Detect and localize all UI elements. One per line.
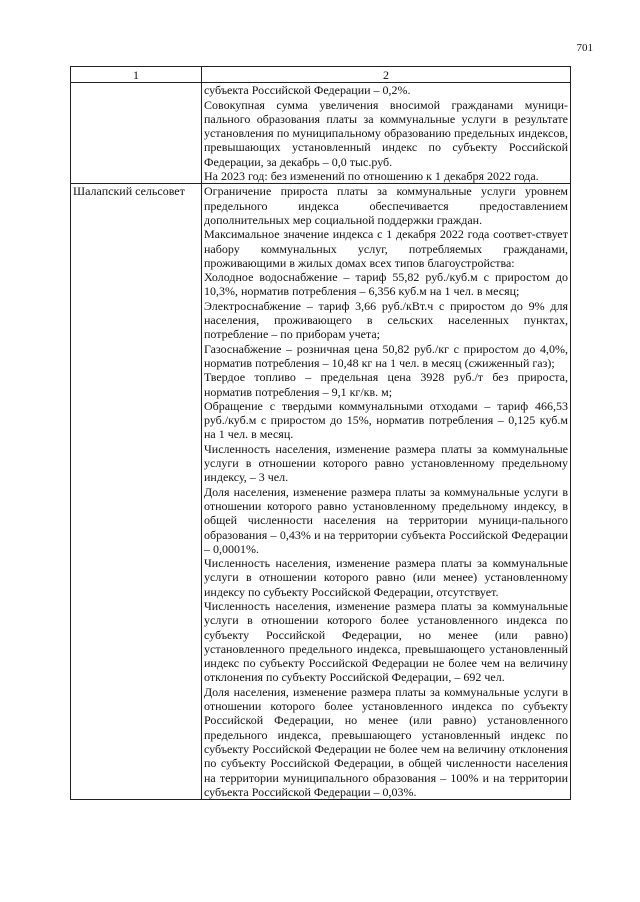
paragraph: Численность населения, изменение размера платы за коммунальные услуги в отношении которого равно установленному предельному индексу, – 3 чел. — [204, 441, 568, 485]
content-cell — [202, 83, 571, 184]
paragraph: Ограничение прироста платы за коммунальные услуги уровнем предельного индекса обеспечивается предоставлением дополнительных мер социальной поддержки граждан. — [204, 184, 568, 227]
content-cell — [202, 184, 571, 800]
paragraph: Численность населения, изменение размера платы за коммунальные услуги в отношении которого равно (или менее) установленному индексу по субъекту Российской Федерации, отсутствует. — [204, 556, 568, 599]
table-header-row — [71, 67, 571, 83]
column-header-1: 1 — [71, 67, 202, 83]
region-cell — [71, 83, 202, 184]
page-number: 701 — [576, 42, 593, 54]
paragraph: Доля населения, изменение размера платы за коммунальные услуги в отношении которого более установленного индекса по субъекту Российской Федерации, но менее (или равно) установленного предельного индекса, превышающего установленный индекс по субъекту Российской Федерации не более чем на величину отклонения по субъекту Российской Федерации, в общей численности населения на территории муниципального образования – 100% и на территории субъекта Российской Федерации – 0,03%. — [204, 684, 568, 799]
column-header-2: 2 — [202, 67, 571, 83]
table-row — [71, 83, 571, 184]
paragraph: Численность населения, изменение размера платы за коммунальные услуги в отношении которого более установленного индекса по субъекту Российской Федерации, но менее (или равно) установленного предельного индекса, превышающего установленный индекс по субъекту Российской Федерации не более чем на величину отклонения по субъекту Российской Федерации, – 692 чел. — [204, 598, 568, 685]
paragraph: На 2023 год: без изменений по отношению к 1 декабря 2022 года. — [204, 169, 539, 184]
table-row — [71, 184, 571, 800]
paragraph: Совокупная сумма увеличения вносимой гражданами муници-пального образования платы за коммунальные услуги в результате установления по муниципальному образованию предельных индексов, превышающих установленный индекс по субъекту Российской Федерации, за декабрь – 0,0 тыс.руб. — [204, 97, 568, 169]
paragraph: Доля населения, изменение размера платы за коммунальные услуги в отношении которого равно установленному предельному индексу, в общей численности населения на территории муници-пального образования – 0,43% и на территории субъекта Российской Федерации – 0,0001%. — [204, 484, 568, 556]
paragraph: Обращение с твердыми коммунальными отходами – тариф 466,53 руб./куб.м с приростом до 15%, норматив потребления – 0,125 куб.м на 1 чел. в месяц. — [204, 398, 568, 442]
paragraph: Газоснабжение – розничная цена 50,82 руб./кг с приростом до 4,0%, норматив потребления – 10,48 кг на 1 чел. в месяц (сжиженный газ); — [204, 341, 568, 370]
paragraph: Твердое топливо – предельная цена 3928 руб./т без прироста, норматив потребления – 9,1 кг/кв. м; — [204, 370, 568, 399]
paragraph: Холодное водоснабжение – тариф 55,82 руб./куб.м с приростом до 10,3%, норматив потребления – 6,356 куб.м на 1 чел. в месяц; — [204, 270, 568, 299]
paragraph: Электроснабжение – тариф 3,66 руб./кВт.ч с приростом до 9% для населения, проживающего в сельских населенных пунктах, потребление – по приборам учета; — [204, 298, 568, 342]
paragraph: субъекта Российской Федерации – 0,2%. — [204, 83, 411, 98]
data-table — [70, 66, 571, 800]
region-cell: Шалапский сельсовет — [71, 184, 202, 800]
paragraph: Максимальное значение индекса с 1 декабря 2022 года соответ-ствует набору коммунальных услуг, потребляемых гражданами, проживающими в жилых домах всех типов благоустройства: — [204, 227, 568, 270]
